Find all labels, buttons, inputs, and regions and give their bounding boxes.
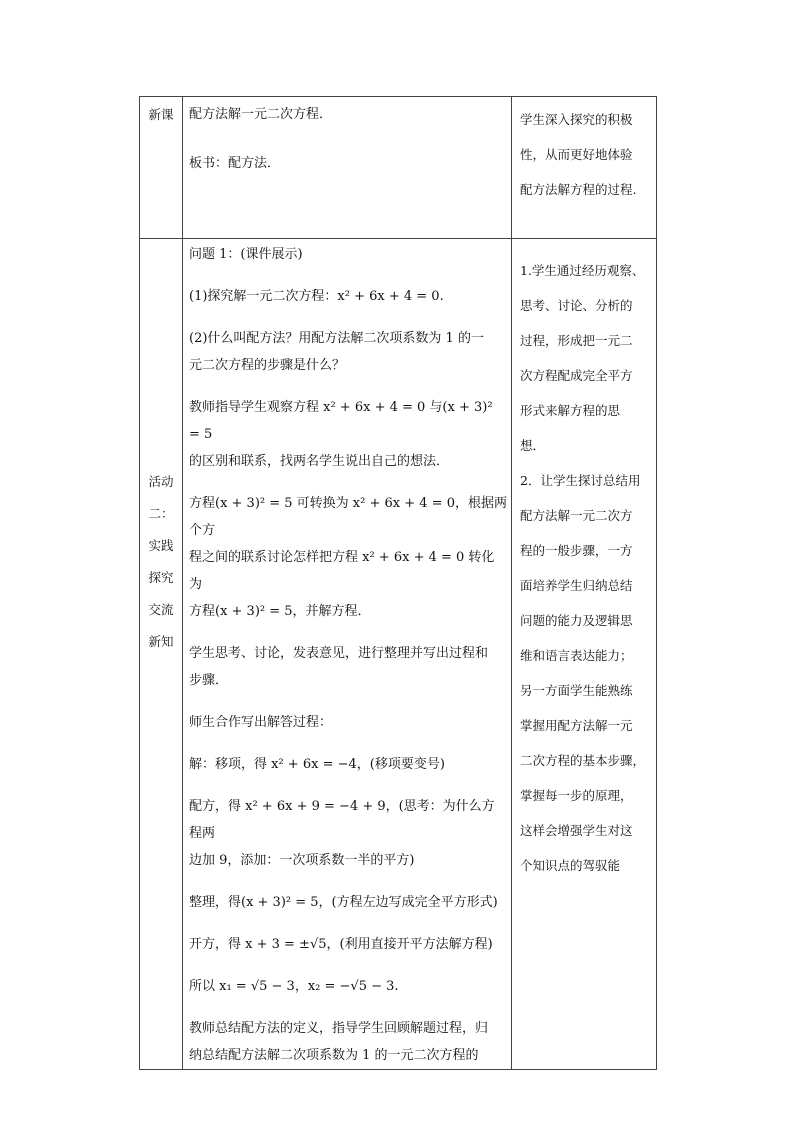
design-line: 次方程配成完全平方 xyxy=(520,368,633,383)
design-line: 形式来解方程的思 xyxy=(520,403,621,418)
content-line: 程之间的联系讨论怎样把方程 x² + 6x + 4 = 0 转化为 xyxy=(189,550,495,592)
stage-label: 活动 xyxy=(148,474,174,489)
question-title: 问题 1：(课件展示) xyxy=(189,247,303,262)
design-line: 另一方面学生能熟练 xyxy=(520,683,633,698)
stage-label: 探究 xyxy=(148,570,174,585)
stage-label: 二： xyxy=(148,506,174,521)
stage-cell xyxy=(140,239,183,1070)
design-line: 问题的能力及逻辑思 xyxy=(520,613,633,628)
design-line: 二次方程的基本步骤， xyxy=(520,753,646,768)
content-line: 教师指导学生观察方程 x² + 6x + 4 = 0 与(x + 3)² = 5 xyxy=(189,400,493,442)
solution-step: 边加 9，添加：一次项系数一半的平方) xyxy=(189,853,415,868)
design-line: 程的一般步骤，一方 xyxy=(520,543,633,558)
design-line: 过程，形成把一元二 xyxy=(520,333,633,348)
solution-step: 开方，得 x + 3 = ±√5，(利用直接开平方法解方程) xyxy=(189,937,493,952)
content-line: 学生思考、讨论，发表意见，进行整理并写出过程和 xyxy=(189,646,489,661)
design-line: 1.学生通过经历观察、 xyxy=(520,263,645,278)
design-cell xyxy=(512,239,657,1070)
content-line: 步骤． xyxy=(189,673,229,688)
stage-label: 新知 xyxy=(148,634,174,649)
design-line: 掌握用配方法解一元 xyxy=(520,718,633,733)
design-line: 掌握每一步的原理， xyxy=(520,788,633,803)
content-line: 师生合作写出解答过程： xyxy=(189,715,333,730)
design-line: 思考、讨论、分析的 xyxy=(520,298,633,313)
lesson-plan-table xyxy=(139,96,657,1070)
content-line: 板书：配方法． xyxy=(189,156,281,171)
content-line: (2)什么叫配方法？用配方法解二次项系数为 1 的一 xyxy=(189,331,484,346)
content-line: (1)探究解一元二次方程：x² + 6x + 4 = 0. xyxy=(189,289,444,304)
content-line: 方程(x + 3)² = 5，并解方程． xyxy=(189,604,371,619)
design-line: 这样会增强学生对这 xyxy=(520,823,633,838)
stage-label: 交流 xyxy=(148,602,174,617)
content-line: 配方法解一元二次方程． xyxy=(189,107,333,122)
design-line: 学生深入探究的积极 xyxy=(520,112,633,127)
stage-label: 实践 xyxy=(148,538,174,553)
design-line: 想． xyxy=(520,438,546,453)
solution-step: 所以 x₁ = √5 − 3，x₂ = −√5 − 3. xyxy=(189,979,399,994)
content-cell xyxy=(183,239,512,1070)
design-line: 性，从而更好地体验 xyxy=(520,147,633,162)
table-row-new-lesson xyxy=(140,97,657,239)
content-cell xyxy=(183,97,512,239)
content-line: 方程(x + 3)² = 5 可转换为 x² + 6x + 4 = 0，根据两个方 xyxy=(189,496,507,538)
design-line: 配方法解方程的过程. xyxy=(520,182,637,197)
design-line: 面培养学生归纳总结 xyxy=(520,578,633,593)
content-line: 元二次方程的步骤是什么？ xyxy=(189,358,346,373)
content-line: 教师总结配方法的定义，指导学生回顾解题过程，归 xyxy=(189,1021,489,1036)
content-line: 纳总结配方法解二次项系数为 1 的一元二次方程的 xyxy=(189,1048,479,1063)
solution-step: 整理，得(x + 3)² = 5，(方程左边写成完全平方形式) xyxy=(189,895,498,910)
design-line: 配方法解一元二次方 xyxy=(520,508,633,523)
design-cell xyxy=(512,97,657,239)
solution-step: 解：移项，得 x² + 6x = −4，(移项要变号) xyxy=(189,757,445,772)
content-line: 的区别和联系，找两名学生说出自己的想法． xyxy=(189,454,450,469)
solution-step: 配方，得 x² + 6x + 9 = −4 + 9，(思考：为什么方程两 xyxy=(189,799,495,841)
stage-label: 新课 xyxy=(148,107,174,122)
table-row-activity-two xyxy=(140,239,657,1070)
design-line: 2．让学生探讨总结用 xyxy=(520,473,641,488)
stage-cell xyxy=(140,97,183,239)
design-line: 个知识点的驾驭能 xyxy=(520,858,621,873)
design-line: 维和语言表达能力； xyxy=(520,648,633,663)
